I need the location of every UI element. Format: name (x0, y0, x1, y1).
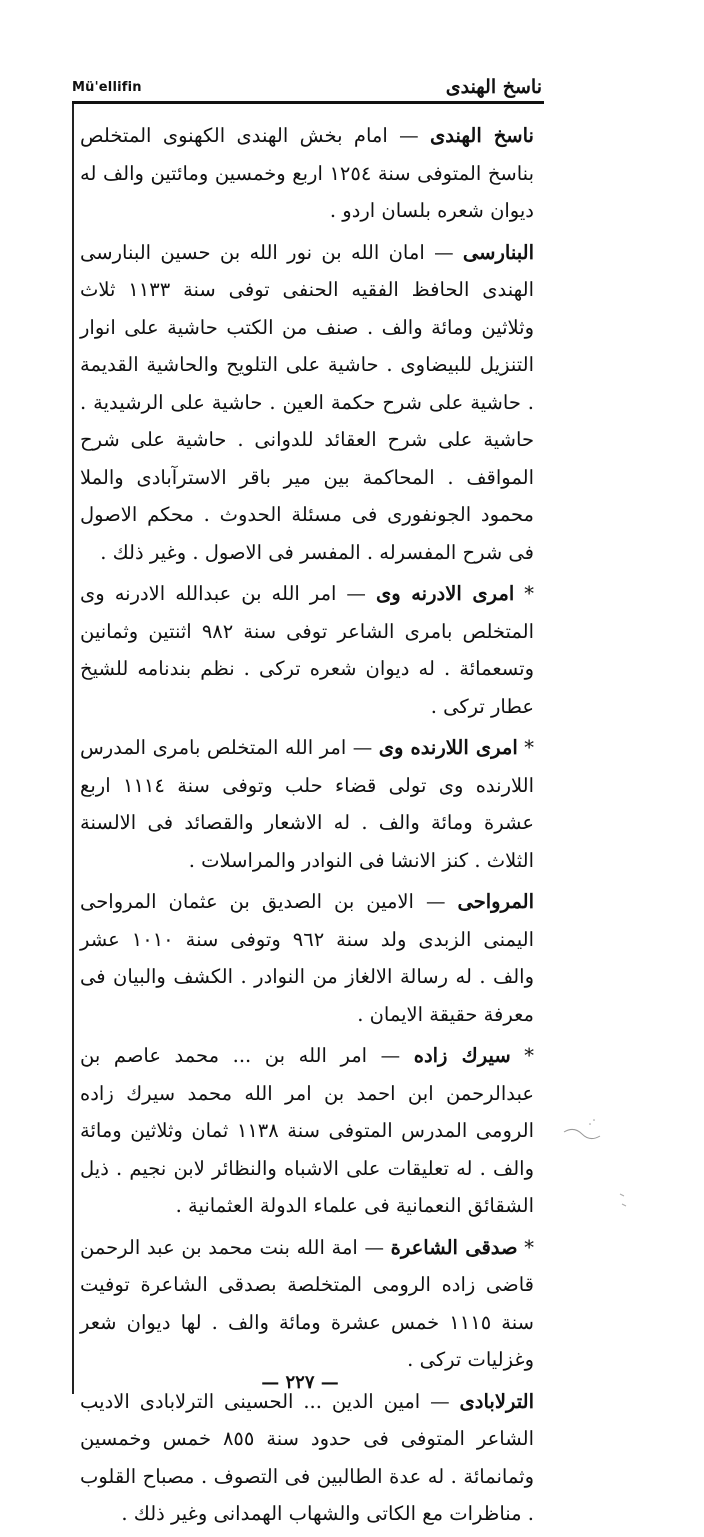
entry-heading: الترلابادى (459, 1389, 534, 1413)
entry-heading: صدقى الشاعرة (390, 1235, 518, 1259)
entry-text: — امر الله بن ... محمد عاصم بن عبدالرحمن ابن احمد بن امر الله محمد سيرك زاده الرومى المدرس المتوفى سنة ١١٣٨ ثمان وثلاثين ومائة والف . له تعليقات على الاشباه والنظائر لابن نجيم . ذيل الشقائق النعمانية فى علماء الدولة العثمانية . (80, 1044, 534, 1217)
margin-rule (72, 104, 74, 1394)
header-running-title: ناسخ الهندى (445, 76, 542, 98)
entry-heading: البنارسى (462, 240, 534, 264)
entry-heading: امرى الادرنه وى (375, 582, 515, 605)
margin-pencil-mark (560, 1100, 620, 1160)
header-left-label: Mü'ellifin (72, 80, 142, 95)
entry-text: — الامين بن الصديق بن عثمان المرواحى اليمنى الزبدى ولد سنة ٩٦٢ وتوفى سنة ١٠١٠ عشر والف . له رسالة الالغاز من النوادر . الكشف والبيان فى معرفة حقيقة الايمان . (80, 890, 535, 1026)
entry-text: — امام بخش الهندى الكهنوى المتخلص بناسخ المتوفى سنة ١٢٥٤ اربع وخمسين ومائتين والف له ديوان شعره بلسان اردو . (80, 124, 534, 222)
entry-paragraph (80, 883, 534, 1033)
entry-paragraph (80, 1037, 534, 1225)
entry-text: — امر الله المتخلص بامرى المدرس اللارنده وى تولى قضاء حلب وتوفى سنة ١١١٤ اربع عشرة ومائة والف . له الاشعار والقصائد فى الالسنة الثلاث . كنز الانشا فى النوادر والمراسلات . (80, 736, 534, 872)
margin-pencil-mark (616, 1190, 636, 1214)
entry-text: — امين الدين ... الحسينى الترلابادى الاديب الشاعر المتوفى فى حدود سنة ٨٥٥ خمس وخمسين وثمانمائة . له عدة الطالبين فى التصوف . مصباح القلوب . مناظرات مع الكاتى والشهاب الهمدانى وغير ذلك . (80, 1389, 534, 1525)
entry-paragraph (80, 575, 534, 725)
entry-paragraph (80, 234, 534, 572)
running-header (72, 76, 542, 102)
entries-body (80, 117, 534, 1537)
entry-heading: سيرك زاده (413, 1044, 511, 1067)
entry-heading: ناسخ الهندى (430, 124, 534, 147)
entry-paragraph (80, 1229, 534, 1379)
entry-heading: امرى اللارنده وى (378, 736, 518, 759)
entry-text: — امة الله بنت محمد بن عبد الرحمن قاضى زاده الرومى المتخلصة بصدقى الشاعرة توفيت سنة ١١١٥ خمس عشرة ومائة والف . لها ديوان شعر وغزليات تركى . (80, 1235, 534, 1371)
header-rule (72, 101, 544, 104)
entry-paragraph (80, 117, 534, 230)
entry-paragraph (80, 729, 534, 879)
entry-text: — امان الله بن نور الله بن حسين البنارسى الهندى الحافظ الفقيه الحنفى توفى سنة ١١٣٣ ثلاث وثلاثين ومائة والف . صنف من الكتب حاشية على انوار التنزيل للبيضاوى . حاشية على التلويح والحاشية القديمة . حاشية على شرح حكمة العين . حاشية على الرشيدية . حاشية على شرح العقائد للدوانى . حاشية على شرح المواقف . المحاكمة بين مير باقر الاسترآبادى والملا محمود الجونفورى فى مسئلة الحدوث . محكم الاصول فى شرح المفسرله . المفسر فى الاصول . وغير ذلك . (80, 240, 534, 564)
entry-paragraph (80, 1383, 534, 1533)
entry-text: — امر الله بن عبدالله الادرنه وى المتخلص بامرى الشاعر توفى سنة ٩٨٢ اثنتين وثمانين وتسعمائة . له ديوان شعره تركى . نظم بندنامه للشيخ عطار تركى . (80, 582, 534, 718)
page-number: — ٢٢٧ — (261, 1372, 339, 1393)
entry-heading: المرواحى (457, 890, 534, 913)
